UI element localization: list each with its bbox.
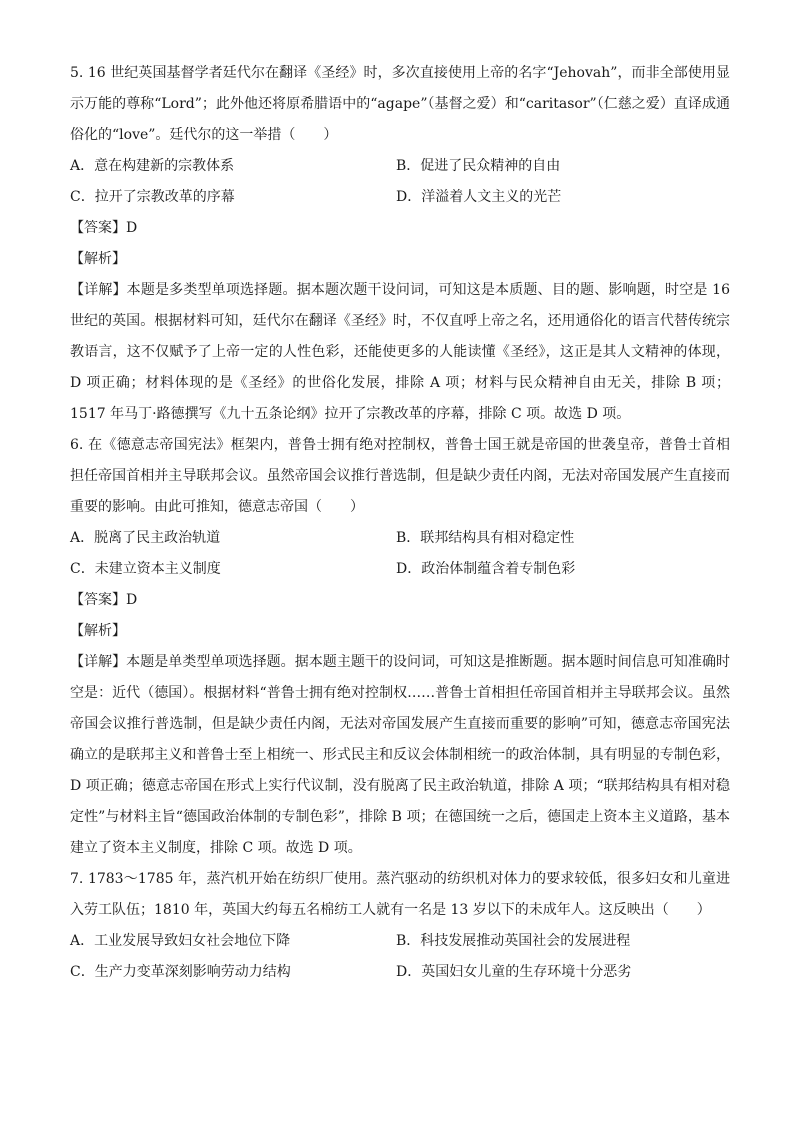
option-a: A．脱离了民主政治轨道 xyxy=(70,530,221,546)
question-6-options xyxy=(70,523,730,585)
question-7-options xyxy=(70,926,730,988)
option-a: A．意在构建新的宗教体系 xyxy=(70,158,235,174)
question-6-stem: 6. 在《德意志帝国宪法》框架内，普鲁士拥有绝对控制权，普鲁士国王就是帝国的世袭皇帝，普鲁士首相担任帝国首相并主导联邦会议。虽然帝国会议推行普选制，但是缺少责任内阁，无法对帝国发展产生直接而重要的影响。由此可推知，德意志帝国（ ） xyxy=(70,437,730,515)
option-d: D．政治体制蕴含着专制色彩 xyxy=(396,561,576,577)
option-c: C．生产力变革深刻影响劳动力结构 xyxy=(70,964,291,980)
analysis-label: 【解析】 xyxy=(70,623,126,639)
option-c: C．拉开了宗教改革的序幕 xyxy=(70,189,235,205)
document-page xyxy=(70,58,730,988)
analysis-label: 【解析】 xyxy=(70,251,126,267)
option-d: D．英国妇女儿童的生存环境十分恶劣 xyxy=(396,964,632,980)
detail-explanation: 【详解】本题是多类型单项选择题。据本题次题干设问词，可知这是本质题、目的题、影响题，时空是 16 世纪的英国。根据材料可知，廷代尔在翻译《圣经》时，不仅直呼上帝之名，还用通俗化的语言代替传统宗教语言，这不仅赋予了上帝一定的人性色彩，还能使更多的人能读懂《圣经》，这正是其人文精神的体现，D 项正确；材料体现的是《圣经》的世俗化发展，排除 A 项；材料与民众精神自由无关，排除 B 项；1517 年马丁·路德撰写《九十五条论纲》拉开了宗教改革的序幕，排除 C 项。故选 D 项。 xyxy=(70,282,730,422)
question-7-stem: 7. 1783～1785 年，蒸汽机开始在纺织厂使用。蒸汽驱动的纺织机对体力的要求较低，很多妇女和儿童进入劳工队伍；1810 年，英国大约每五名棉纺工人就有一名是 13 岁以下的未成年人。这反映出（ ） xyxy=(70,871,730,918)
option-b: B．科技发展推动英国社会的发展进程 xyxy=(396,933,631,949)
detail-explanation: 【详解】本题是单类型单项选择题。据本题主题干的设问词，可知这是推断题。据本题时间信息可知准确时空是：近代（德国）。根据材料“普鲁士拥有绝对控制权……普鲁士首相担任帝国首相并主导联邦会议。虽然帝国会议推行普选制，但是缺少责任内阁，无法对帝国发展产生直接而重要的影响”可知，德意志帝国宪法确立的是联邦主义和普鲁士至上相统一、形式民主和反议会体制相统一的政治体制，具有明显的专制色彩，D 项正确；德意志帝国在形式上实行代议制，没有脱离了民主政治轨道，排除 A 项；“联邦结构具有相对稳定性”与材料主旨“德国政治体制的专制色彩”，排除 B 项；在德国统一之后，德国走上资本主义道路，基本建立了资本主义制度，排除 C 项。故选 D 项。 xyxy=(70,654,730,856)
option-c: C．未建立资本主义制度 xyxy=(70,561,221,577)
question-5-options xyxy=(70,151,730,213)
question-5-stem: 5. 16 世纪英国基督学者廷代尔在翻译《圣经》时，多次直接使用上帝的名字“Jehovah”，而非全部使用显示万能的尊称“Lord”；此外他还将原希腊语中的“agape”（基督之爱）和“caritasor”（仁慈之爱）直译成通俗化的“love”。廷代尔的这一举措（ ） xyxy=(70,65,730,143)
option-d: D．洋溢着人文主义的光芒 xyxy=(396,189,562,205)
option-b: B．联邦结构具有相对稳定性 xyxy=(396,530,575,546)
option-b: B．促进了民众精神的自由 xyxy=(396,158,561,174)
option-a: A．工业发展导致妇女社会地位下降 xyxy=(70,933,291,949)
answer-label: 【答案】D xyxy=(70,592,138,608)
answer-label: 【答案】D xyxy=(70,220,138,236)
